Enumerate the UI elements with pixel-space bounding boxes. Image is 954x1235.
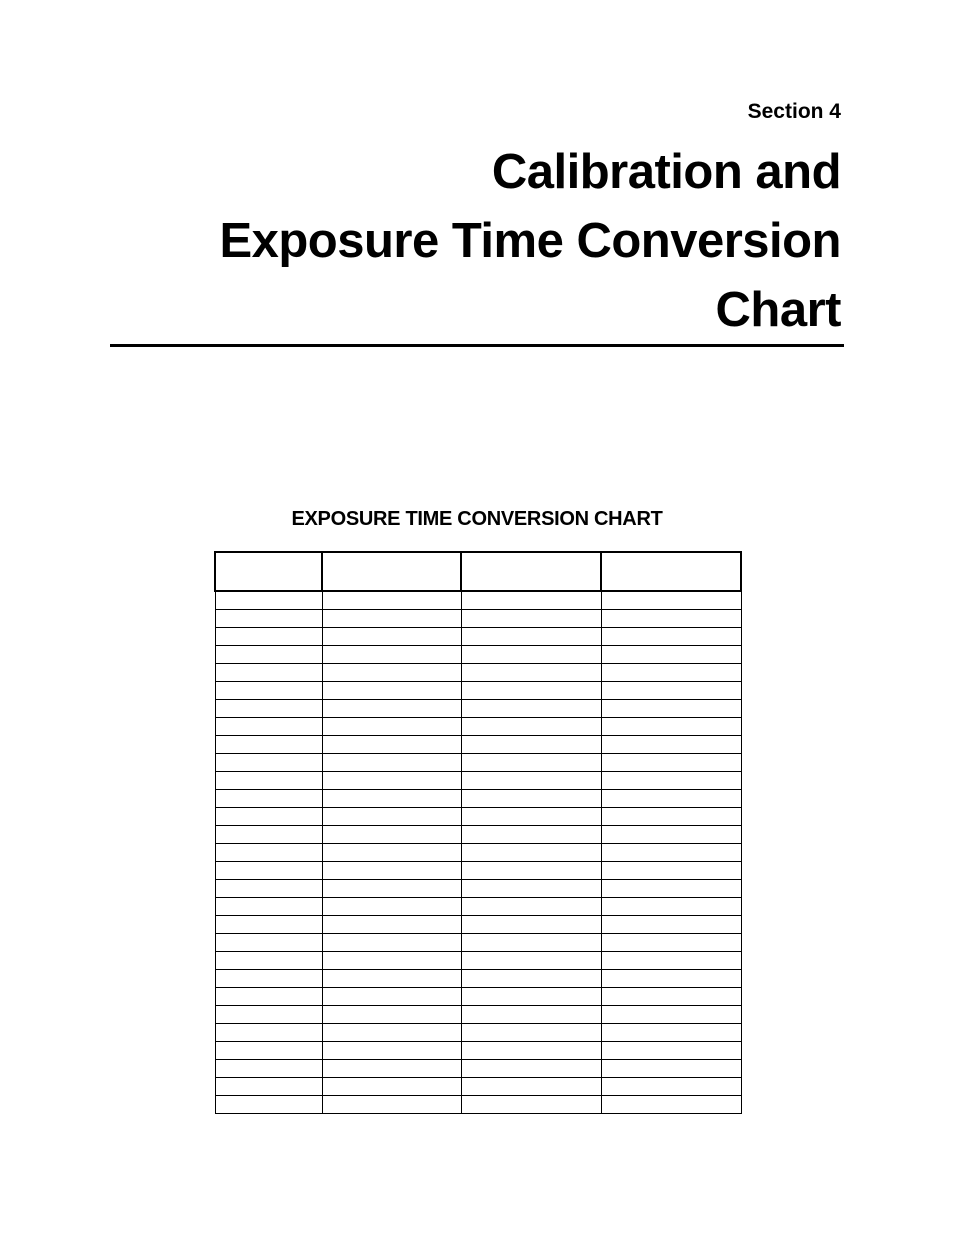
table-cell [322, 1078, 461, 1096]
table-cell [215, 682, 322, 700]
table-cell [601, 1024, 741, 1042]
table-row [215, 934, 741, 952]
table-row [215, 736, 741, 754]
table-cell [461, 646, 601, 664]
table-cell [601, 1006, 741, 1024]
table-cell [461, 1042, 601, 1060]
table-cell [461, 970, 601, 988]
table-cell [601, 790, 741, 808]
table-cell [461, 664, 601, 682]
table-row [215, 610, 741, 628]
table-cell [215, 700, 322, 718]
table-cell [215, 1078, 322, 1096]
table-cell [215, 952, 322, 970]
table-cell [601, 916, 741, 934]
table-row [215, 862, 741, 880]
table-cell [601, 628, 741, 646]
table-row [215, 1060, 741, 1078]
table-cell [601, 736, 741, 754]
table-cell [322, 610, 461, 628]
title-divider [110, 344, 844, 347]
table-cell [601, 808, 741, 826]
table-row [215, 790, 741, 808]
table-cell [322, 880, 461, 898]
table-row [215, 646, 741, 664]
table-body [215, 591, 741, 1114]
table-cell [322, 826, 461, 844]
table-row [215, 628, 741, 646]
table-cell [461, 1006, 601, 1024]
table-cell [322, 1060, 461, 1078]
table-cell [215, 934, 322, 952]
column-header [601, 552, 741, 591]
table-row [215, 1078, 741, 1096]
table-cell [322, 808, 461, 826]
table-cell [601, 862, 741, 880]
table-cell [215, 736, 322, 754]
table-cell [322, 754, 461, 772]
table-cell [461, 718, 601, 736]
table-cell [461, 591, 601, 610]
table-cell [461, 1024, 601, 1042]
table-row [215, 970, 741, 988]
table-row [215, 700, 741, 718]
table-cell [461, 772, 601, 790]
table-cell [215, 916, 322, 934]
section-header [110, 100, 844, 345]
table-cell [461, 682, 601, 700]
table-cell [322, 862, 461, 880]
table-cell [215, 862, 322, 880]
table-cell [601, 610, 741, 628]
table-row [215, 591, 741, 610]
table-cell [215, 1024, 322, 1042]
table-cell [322, 844, 461, 862]
table-cell [461, 880, 601, 898]
table-header-row [215, 552, 741, 591]
table-cell [215, 591, 322, 610]
table-cell [215, 898, 322, 916]
table-cell [601, 772, 741, 790]
table-row [215, 772, 741, 790]
table-cell [322, 772, 461, 790]
table-cell [215, 970, 322, 988]
table-cell [461, 916, 601, 934]
table-row [215, 898, 741, 916]
table-cell [461, 1060, 601, 1078]
column-header [461, 552, 601, 591]
table-cell [322, 682, 461, 700]
table-row [215, 826, 741, 844]
table-cell [601, 880, 741, 898]
section-label: Section 4 [747, 100, 841, 123]
table-cell [322, 591, 461, 610]
table-cell [601, 1078, 741, 1096]
table-title: EXPOSURE TIME CONVERSION CHART [291, 508, 663, 530]
table-cell [601, 591, 741, 610]
table-row [215, 880, 741, 898]
table-cell [215, 754, 322, 772]
table-cell [322, 1006, 461, 1024]
table-row [215, 808, 741, 826]
table-cell [461, 610, 601, 628]
table-row [215, 916, 741, 934]
table-row [215, 952, 741, 970]
table-row [215, 754, 741, 772]
table-cell [322, 628, 461, 646]
table-cell [322, 1024, 461, 1042]
table-cell [461, 862, 601, 880]
table-cell [461, 898, 601, 916]
table-cell [461, 952, 601, 970]
table-cell [322, 1042, 461, 1060]
table-cell [461, 790, 601, 808]
table-cell [322, 790, 461, 808]
table-cell [601, 988, 741, 1006]
table-cell [322, 1096, 461, 1114]
table-cell [322, 718, 461, 736]
table-row [215, 1096, 741, 1114]
table-cell [215, 718, 322, 736]
table-cell [601, 754, 741, 772]
table-cell [461, 628, 601, 646]
table-cell [461, 988, 601, 1006]
table-cell [601, 826, 741, 844]
table-cell [461, 1078, 601, 1096]
column-header [322, 552, 461, 591]
table-cell [601, 664, 741, 682]
table-cell [322, 898, 461, 916]
table-cell [601, 844, 741, 862]
table-cell [601, 898, 741, 916]
table-cell [215, 1042, 322, 1060]
column-header [215, 552, 322, 591]
table-cell [215, 880, 322, 898]
table-cell [322, 646, 461, 664]
table-cell [461, 700, 601, 718]
table-cell [322, 970, 461, 988]
table-cell [322, 934, 461, 952]
page-title [110, 138, 841, 345]
table-row [215, 718, 741, 736]
table-cell [601, 1042, 741, 1060]
table-cell [215, 988, 322, 1006]
table-cell [322, 916, 461, 934]
table-row [215, 682, 741, 700]
exposure-conversion-table [214, 551, 742, 1114]
table-cell [215, 1006, 322, 1024]
table-row [215, 844, 741, 862]
table-cell [215, 610, 322, 628]
table-cell [215, 628, 322, 646]
table-cell [461, 808, 601, 826]
table-cell [215, 1060, 322, 1078]
table-cell [215, 790, 322, 808]
table-cell [322, 988, 461, 1006]
page-title-line: Chart [715, 283, 841, 337]
page-title-line: Exposure Time Conversion [219, 214, 841, 268]
table-row [215, 1042, 741, 1060]
table-row [215, 664, 741, 682]
table-cell [461, 934, 601, 952]
table-row [215, 1024, 741, 1042]
table-cell [461, 844, 601, 862]
table-cell [322, 664, 461, 682]
table-cell [322, 700, 461, 718]
table-cell [461, 736, 601, 754]
table-cell [601, 934, 741, 952]
table-cell [215, 772, 322, 790]
table-cell [601, 718, 741, 736]
table-cell [601, 682, 741, 700]
table-cell [601, 646, 741, 664]
page-title-line: Calibration and [491, 145, 841, 199]
table-cell [215, 808, 322, 826]
table-cell [601, 1060, 741, 1078]
table-cell [601, 1096, 741, 1114]
table-cell [215, 1096, 322, 1114]
table-cell [215, 646, 322, 664]
table-row [215, 988, 741, 1006]
table-cell [601, 952, 741, 970]
table-cell [215, 826, 322, 844]
table-cell [461, 826, 601, 844]
table-row [215, 1006, 741, 1024]
table-cell [322, 952, 461, 970]
table-cell [461, 754, 601, 772]
table-cell [601, 970, 741, 988]
table-cell [215, 664, 322, 682]
table-cell [322, 736, 461, 754]
table-cell [601, 700, 741, 718]
table-cell [461, 1096, 601, 1114]
table-cell [215, 844, 322, 862]
